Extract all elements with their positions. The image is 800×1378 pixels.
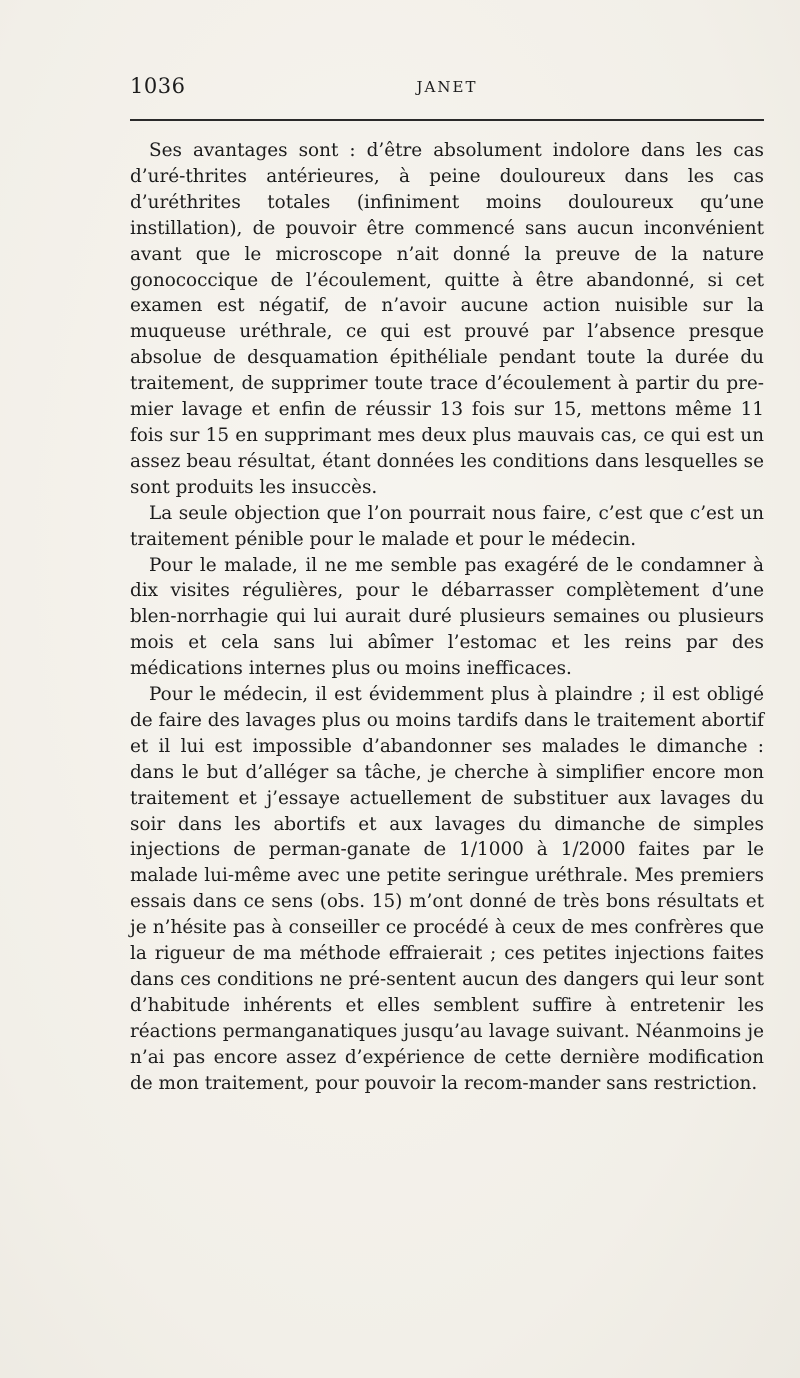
running-title: JANET bbox=[416, 78, 478, 96]
paragraph-objection: La seule objection que l’on pourrait nous faire, c’est que c’est un traitement pénible pour le malade et pour le médecin. bbox=[130, 502, 764, 550]
header-rule bbox=[130, 119, 764, 121]
page-number: 1036 bbox=[130, 74, 186, 98]
paragraph-patient: Pour le malade, il ne me semble pas exagéré de le condamner à dix visites régulières, pour le débarrasser complètement d’une blen-norrhagie qui lui aurait duré plusieurs semaines ou plusieurs mois et cela sans lui abîmer l’estomac et les reins par des médications internes plus ou moins inefficaces. bbox=[130, 554, 764, 680]
paragraph-physician: Pour le médecin, il est évidemment plus à plaindre ; il est obligé de faire des lavages plus ou moins tardifs dans le traitement abortif et il lui est impossible d’abandonner ses malades le dimanche : dans le but d’alléger sa tâche, je cherche à simplifier encore mon traitement et j’essaye actuellement de substituer aux lavages du soir dans les abortifs et aux lavages du dimanche de simples injections de perman-ganate de 1/1000 à 1/2000 faites par le malade lui-même avec une petite seringue uréthrale. Mes premiers essais dans ce sens (obs. 15) m’ont donné de très bons résultats et je n’hésite pas à conseiller ce procédé à ceux de mes confrères que la rigueur de ma méthode effraierait ; ces petites injections faites dans ces conditions ne pré-sentent aucun des dangers qui leur sont d’habitude inhérents et elles semblent suffire à entretenir les réactions permanganatiques jusqu’au lavage suivant. Néanmoins je n’ai pas encore assez d’expérience de cette dernière modification de mon traitement, pour pouvoir la recom-mander sans restriction. bbox=[130, 684, 764, 1094]
body-text bbox=[130, 138, 764, 1097]
running-head bbox=[130, 74, 764, 104]
paragraph-advantages: Ses avantages sont : d’être absolument indolore dans les cas d’uré-thrites antérieures, à peine douloureux dans les cas d’uréthrites totales (infiniment moins douloureux qu’une instillation), de pouvoir être commencé sans aucun inconvénient avant que le microscope n’ait donné la preuve de la nature gonococcique de l’écoulement, quitte à être abandonné, si cet examen est négatif, de n’avoir aucune action nuisible sur la muqueuse uréthrale, ce qui est prouvé par l’absence presque absolue de desquamation épithéliale pendant toute la durée du traitement, de supprimer toute trace d’écoulement à partir du pre-mier lavage et enfin de réussir 13 fois sur 15, mettons même 11 fois sur 15 en supprimant mes deux plus mauvais cas, ce qui est un assez beau résultat, étant données les conditions dans lesquelles se sont produits les insuccès. bbox=[130, 140, 764, 498]
